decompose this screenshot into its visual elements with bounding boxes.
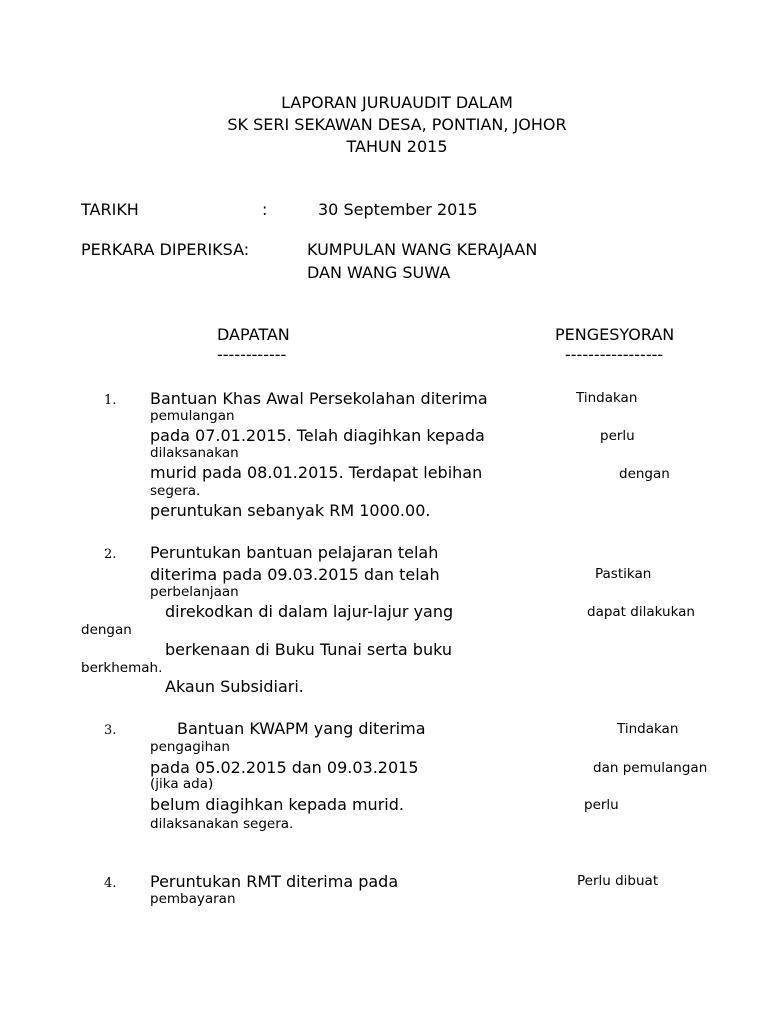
recommendation-line: perlu xyxy=(600,428,635,444)
finding-line: murid pada 08.01.2015. Terdapat lebihan xyxy=(150,463,483,482)
dapatan-underline: ------------ xyxy=(217,345,287,364)
item-number: 3. xyxy=(104,723,117,738)
finding-line: peruntukan sebanyak RM 1000.00. xyxy=(150,501,431,520)
perkara-label: PERKARA DIPERIKSA: xyxy=(81,240,250,259)
pengesyoran-underline: ----------------- xyxy=(565,345,664,364)
item-number: 1. xyxy=(104,393,117,408)
finding-line: Bantuan Khas Awal Persekolahan diterima xyxy=(150,389,488,408)
finding-line: berkenaan di Buku Tunai serta buku xyxy=(165,640,452,659)
finding-line: Akaun Subsidiari. xyxy=(165,677,304,696)
school-name: SK SERI SEKAWAN DESA, PONTIAN, JOHOR xyxy=(227,115,567,134)
finding-line: Peruntukan RMT diterima pada xyxy=(150,872,399,891)
tarikh-colon: : xyxy=(262,200,268,219)
perkara-value-2: DAN WANG SUWA xyxy=(307,263,451,282)
finding-line: belum diagihkan kepada murid. xyxy=(150,795,404,814)
finding-line: diterima pada 09.03.2015 dan telah xyxy=(150,565,440,584)
recommendation-line: dan pemulangan xyxy=(593,760,708,776)
finding-line: pada 07.01.2015. Telah diagihkan kepada xyxy=(150,426,485,445)
recommendation-line: (jika ada) xyxy=(150,776,214,792)
recommendation-line: pengagihan xyxy=(150,739,230,755)
report-title: LAPORAN JURUAUDIT DALAM xyxy=(281,93,513,112)
perkara-value-1: KUMPULAN WANG KERAJAAN xyxy=(307,240,538,259)
finding-line: direkodkan di dalam lajur-lajur yang xyxy=(165,602,454,621)
tarikh-label: TARIKH xyxy=(81,200,139,219)
recommendation-line: dilaksanakan segera. xyxy=(150,816,294,832)
recommendation-line: Tindakan xyxy=(617,721,679,737)
tarikh-value: 30 September 2015 xyxy=(318,200,478,219)
report-year: TAHUN 2015 xyxy=(346,137,448,156)
recommendation-line: dilaksanakan xyxy=(150,445,239,461)
recommendation-line: berkhemah. xyxy=(81,660,163,676)
recommendation-line: pembayaran xyxy=(150,891,236,907)
recommendation-line: perbelanjaan xyxy=(150,584,239,600)
item-number: 2. xyxy=(104,547,117,562)
finding-line: Peruntukan bantuan pelajaran telah xyxy=(150,543,439,562)
finding-line: Bantuan KWAPM yang diterima xyxy=(177,719,426,738)
recommendation-line: segera. xyxy=(150,483,201,499)
recommendation-line: Pastikan xyxy=(595,566,652,582)
recommendation-line: perlu xyxy=(584,797,619,813)
recommendation-line: dengan xyxy=(619,466,670,482)
recommendation-line: dapat dilakukan xyxy=(587,604,695,620)
item-number: 4. xyxy=(104,876,117,891)
pengesyoran-heading: PENGESYORAN xyxy=(555,325,675,344)
recommendation-line: Perlu dibuat xyxy=(577,873,659,889)
dapatan-heading: DAPATAN xyxy=(217,325,290,344)
finding-line: pada 05.02.2015 dan 09.03.2015 xyxy=(150,758,419,777)
recommendation-line: dengan xyxy=(81,622,132,638)
recommendation-line: pemulangan xyxy=(150,408,235,424)
recommendation-line: Tindakan xyxy=(576,390,638,406)
